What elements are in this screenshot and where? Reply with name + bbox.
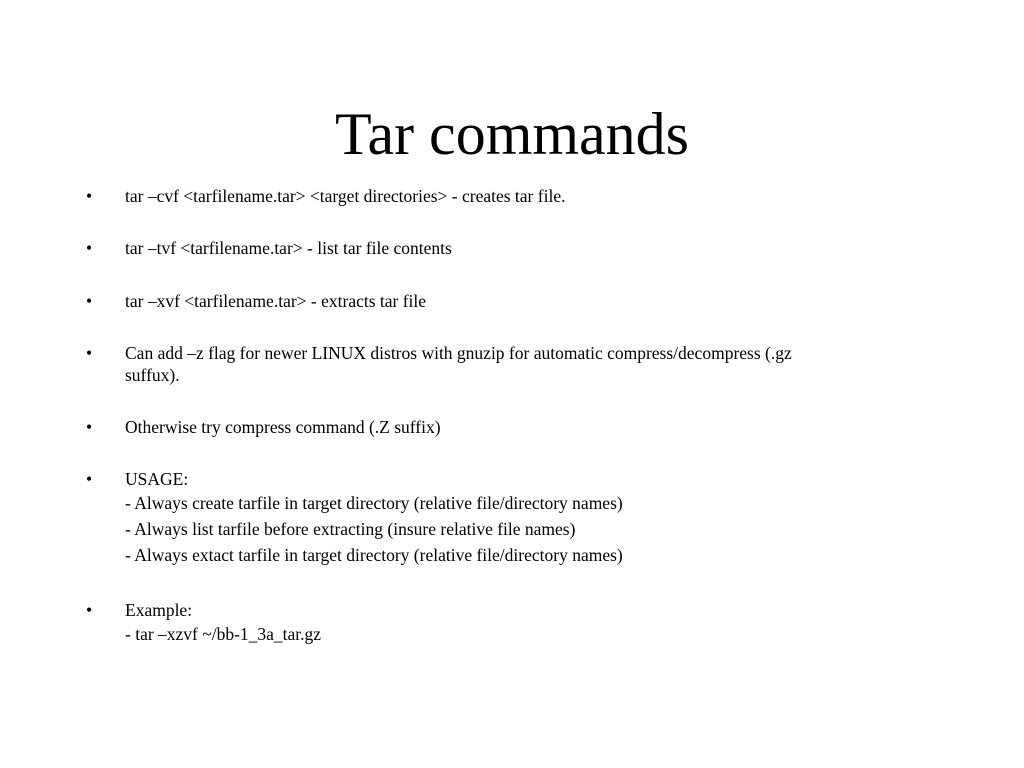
item-text	[125, 599, 925, 647]
item-text	[125, 237, 925, 259]
item-text	[125, 290, 925, 312]
item-line: tar –cvf <tarfilename.tar> <target directories> - creates tar file.	[125, 186, 566, 206]
item-line: USAGE:	[125, 469, 189, 489]
item-subline: - Always list tarfile before extracting (insure relative file names)	[125, 519, 576, 539]
bullet-icon: •	[86, 238, 93, 258]
item-line: tar –tvf <tarfilename.tar> - list tar file contents	[125, 238, 452, 258]
bullet-icon: •	[86, 600, 93, 620]
bullet-icon: •	[86, 417, 93, 437]
item-text	[125, 468, 925, 568]
item-text	[125, 416, 925, 438]
item-line: Can add –z flag for newer LINUX distros with gnuzip for automatic compress/decompress (.gz	[125, 343, 792, 363]
item-text	[125, 342, 925, 386]
item-subline: - tar –xzvf ~/bb-1_3a_tar.gz	[125, 624, 322, 644]
bullet-icon: •	[86, 186, 93, 206]
bullet-icon: •	[86, 469, 93, 489]
bullet-icon: •	[86, 291, 93, 311]
item-line: Otherwise try compress command (.Z suffix)	[125, 417, 441, 437]
item-line: Example:	[125, 600, 193, 620]
item-subline: - Always extact tarfile in target directory (relative file/directory names)	[125, 545, 623, 565]
item-subline: - Always create tarfile in target directory (relative file/directory names)	[125, 493, 623, 513]
item-text	[125, 185, 925, 207]
item-line: suffux).	[125, 365, 180, 385]
bullet-icon: •	[86, 343, 93, 363]
item-line: tar –xvf <tarfilename.tar> - extracts tar file	[125, 291, 427, 311]
slide-title: Tar commands	[334, 101, 690, 167]
